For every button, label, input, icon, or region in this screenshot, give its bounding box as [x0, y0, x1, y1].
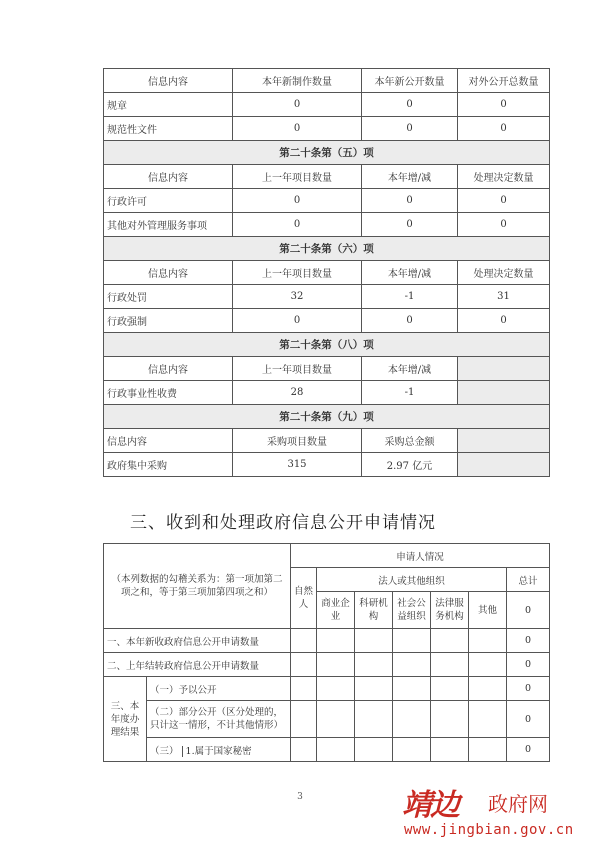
col-public-welfare: 社会公益组织: [393, 592, 431, 629]
header-cell: 处理决定数量: [458, 165, 550, 189]
header-cell: 信息内容: [104, 69, 233, 93]
header-cell: 上一年项目数量: [233, 357, 362, 381]
table-row: [104, 738, 550, 762]
total-value: 0: [507, 653, 550, 677]
table-row: [104, 701, 550, 738]
empty-cell: [458, 429, 550, 453]
cell-value: -1: [362, 285, 458, 309]
table-row: [104, 285, 550, 309]
cell-value: 32: [233, 285, 362, 309]
header-cell: 本年增/减: [362, 165, 458, 189]
table-row: [104, 93, 550, 117]
sub-outer-label: （三）: [150, 745, 179, 757]
cell-value: 0: [362, 189, 458, 213]
col-legal-service: 法律服务机构: [431, 592, 469, 629]
row-label: 行政事业性收费: [104, 381, 233, 405]
section-title: 第二十条第（五）项: [104, 141, 550, 165]
total-value: 0: [507, 738, 550, 762]
section-title-row: [104, 333, 550, 357]
total-value: 0: [507, 629, 550, 653]
section-title: 第二十条第（六）项: [104, 237, 550, 261]
table-row: [104, 677, 550, 701]
cell-value: 0: [233, 189, 362, 213]
section-title-row: [104, 237, 550, 261]
sub-inner-label: 1.属于国家秘密: [182, 746, 252, 757]
cell-value: 0: [362, 309, 458, 333]
table-header-row: [104, 69, 550, 93]
total-value: 0: [507, 677, 550, 701]
total-value: 0: [507, 701, 550, 738]
page-number: 3: [297, 792, 303, 802]
header-cell: 采购项目数量: [233, 429, 362, 453]
empty-cell: [458, 357, 550, 381]
cell-value: 2.97 亿元: [362, 453, 458, 477]
table-row: [104, 453, 550, 477]
row-label: 其他对外管理服务事项: [104, 213, 233, 237]
cell-value: -1: [362, 381, 458, 405]
header-cell: 上一年项目数量: [233, 261, 362, 285]
header-cell: 本年增/减: [362, 261, 458, 285]
cell-value: 0: [233, 309, 362, 333]
cell-value: 31: [458, 285, 550, 309]
row-label: 规章: [104, 93, 233, 117]
applicant-header: 申请人情况: [291, 544, 550, 568]
row-label: （二）部分公开（区分处理的，只计这一情形，不计其他情形）: [147, 701, 291, 738]
cell-value: 0: [458, 213, 550, 237]
table-row: [104, 653, 550, 677]
header-cell: 本年新制作数量: [233, 69, 362, 93]
table-row: [104, 213, 550, 237]
table-row: [104, 309, 550, 333]
table-header-row: [104, 357, 550, 381]
row-label: 政府集中采购: [104, 453, 233, 477]
header-cell: 上一年项目数量: [233, 165, 362, 189]
header-cell: 本年增/减: [362, 357, 458, 381]
header-cell: 信息内容: [104, 429, 233, 453]
header-cell: 信息内容: [104, 165, 233, 189]
section-title-row: [104, 405, 550, 429]
cell-value: 0: [362, 117, 458, 141]
cell-value: 0: [458, 117, 550, 141]
header-cell: 处理决定数量: [458, 261, 550, 285]
row-label: [147, 738, 291, 762]
cell-value: 0: [362, 213, 458, 237]
row-label: 二、上年结转政府信息公开申请数量: [104, 653, 291, 677]
table-row: [104, 381, 550, 405]
cell-value: 315: [233, 453, 362, 477]
application-table: [103, 543, 550, 762]
row-label: 行政处罚: [104, 285, 233, 309]
header-cell: 采购总金额: [362, 429, 458, 453]
logo-url: www.jingbian.gov.cn: [404, 822, 574, 838]
row-label: 一、本年新收政府信息公开申请数量: [104, 629, 291, 653]
header-cell: 本年新公开数量: [362, 69, 458, 93]
cell-value: 0: [458, 93, 550, 117]
col-other: 其他: [469, 592, 507, 629]
natural-person-header: 自然人: [291, 568, 317, 629]
table-row: [104, 117, 550, 141]
table-row: [104, 189, 550, 213]
logo-brand-text: 靖边: [402, 788, 458, 823]
header-cell: 信息内容: [104, 357, 233, 381]
cell-value: 0: [233, 213, 362, 237]
result-group-label: 三、本年度办理结果: [104, 677, 147, 762]
cell-value: 28: [233, 381, 362, 405]
table-header-row: [104, 261, 550, 285]
section-title: 第二十条第（九）项: [104, 405, 550, 429]
cell-value: 0: [233, 117, 362, 141]
col-research: 科研机构: [355, 592, 393, 629]
row-label: 行政许可: [104, 189, 233, 213]
legal-header: 法人或其他组织: [317, 568, 507, 592]
cell-value: 0: [458, 189, 550, 213]
row-label: （一）予以公开: [147, 677, 291, 701]
header-cell: 对外公开总数量: [458, 69, 550, 93]
row-label: 规范性文件: [104, 117, 233, 141]
header-cell: 信息内容: [104, 261, 233, 285]
col-business: 商业企业: [317, 592, 355, 629]
row-label: 行政强制: [104, 309, 233, 333]
site-watermark-logo: [402, 780, 592, 845]
logo-site-name: 政府网: [488, 792, 548, 816]
table-header-row: [104, 429, 550, 453]
total-header: 总计: [507, 568, 550, 592]
total-value: 0: [507, 592, 550, 629]
section-title-row: [104, 141, 550, 165]
section-heading: 三、收到和处理政府信息公开申请情况: [130, 513, 436, 533]
cell-value: 0: [233, 93, 362, 117]
cell-value: 0: [362, 93, 458, 117]
disclosure-table: [103, 68, 550, 477]
empty-cell: [458, 453, 550, 477]
relationship-note: （本列数据的勾稽关系为：第一项加第二项之和，等于第三项加第四项之和）: [104, 544, 291, 629]
section-title: 第二十条第（八）项: [104, 333, 550, 357]
table-header-row: [104, 165, 550, 189]
empty-cell: [458, 381, 550, 405]
cell-value: 0: [458, 309, 550, 333]
table-row: [104, 629, 550, 653]
